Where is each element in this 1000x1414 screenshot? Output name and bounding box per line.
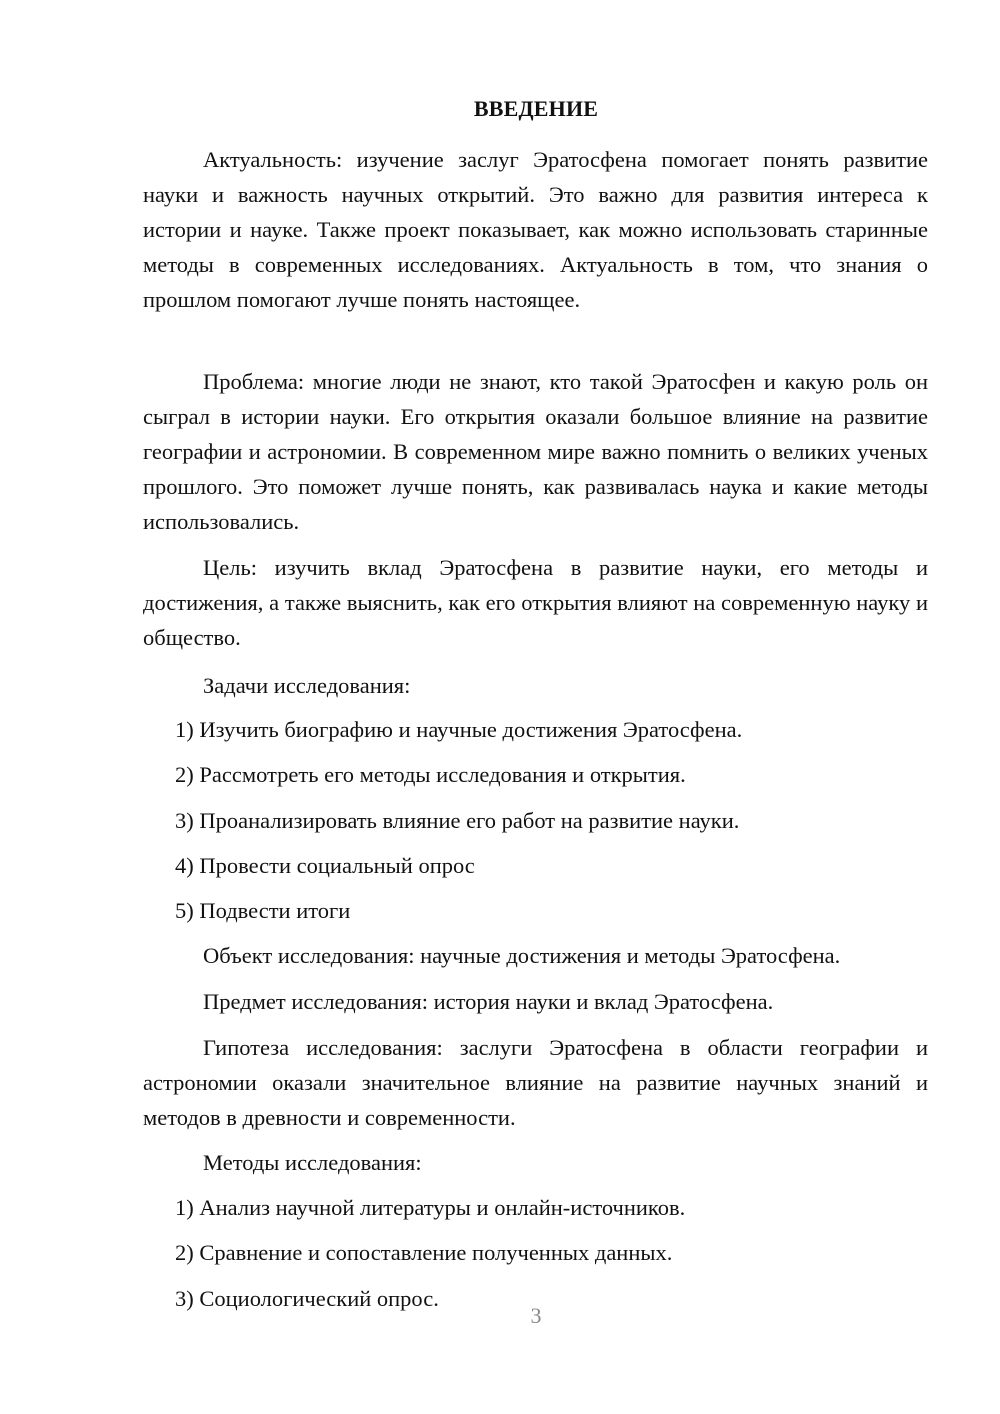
task-item: 1) Изучить биографию и научные достижения Эратосфена. xyxy=(175,717,743,742)
page-number: 3 xyxy=(530,1303,542,1328)
relevance-paragraph: Актуальность: изучение заслуг Эратосфена помогает понять развитие науки и важность научных открытий. Это важно для развития интереса к истории и науке. Также проект показывает, как можно использовать старинные методы в современных исследованиях. Актуальность в том, что знания о прошлом помогают лучше понять настоящее. xyxy=(143,147,928,312)
problem-paragraph: Проблема: многие люди не знают, кто такой Эратосфен и какую роль он сыграл в истории науки. Его открытия оказали большое влияние на развитие географии и астрономии. В современном мире важно помнить о великих ученых прошлого. Это поможет лучше понять, как развивалась наука и какие методы использовались. xyxy=(143,369,928,534)
method-item: 3) Социологический опрос. xyxy=(175,1286,439,1311)
task-item: 2) Рассмотреть его методы исследования и открытия. xyxy=(175,762,686,787)
tasks-label: Задачи исследования: xyxy=(203,673,411,698)
subject-line: Предмет исследования: история науки и вклад Эратосфена. xyxy=(203,989,774,1014)
method-item: 2) Сравнение и сопоставление полученных данных. xyxy=(175,1240,673,1265)
method-item: 1) Анализ научной литературы и онлайн-источников. xyxy=(175,1195,686,1220)
page-title: ВВЕДЕНИЕ xyxy=(473,96,599,121)
hypothesis-paragraph: Гипотеза исследования: заслуги Эратосфена в области географии и астрономии оказали значительное влияние на развитие научных знаний и методов в древности и современности. xyxy=(143,1035,928,1130)
task-item: 5) Подвести итоги xyxy=(175,898,351,923)
object-line: Объект исследования: научные достижения и методы Эратосфена. xyxy=(203,943,841,968)
goal-paragraph: Цель: изучить вклад Эратосфена в развитие науки, его методы и достижения, а также выяснить, как его открытия влияют на современную науку и общество. xyxy=(143,555,928,650)
methods-label: Методы исследования: xyxy=(203,1150,422,1175)
task-item: 4) Провести социальный опрос xyxy=(175,853,475,878)
task-item: 3) Проанализировать влияние его работ на развитие науки. xyxy=(175,808,740,833)
